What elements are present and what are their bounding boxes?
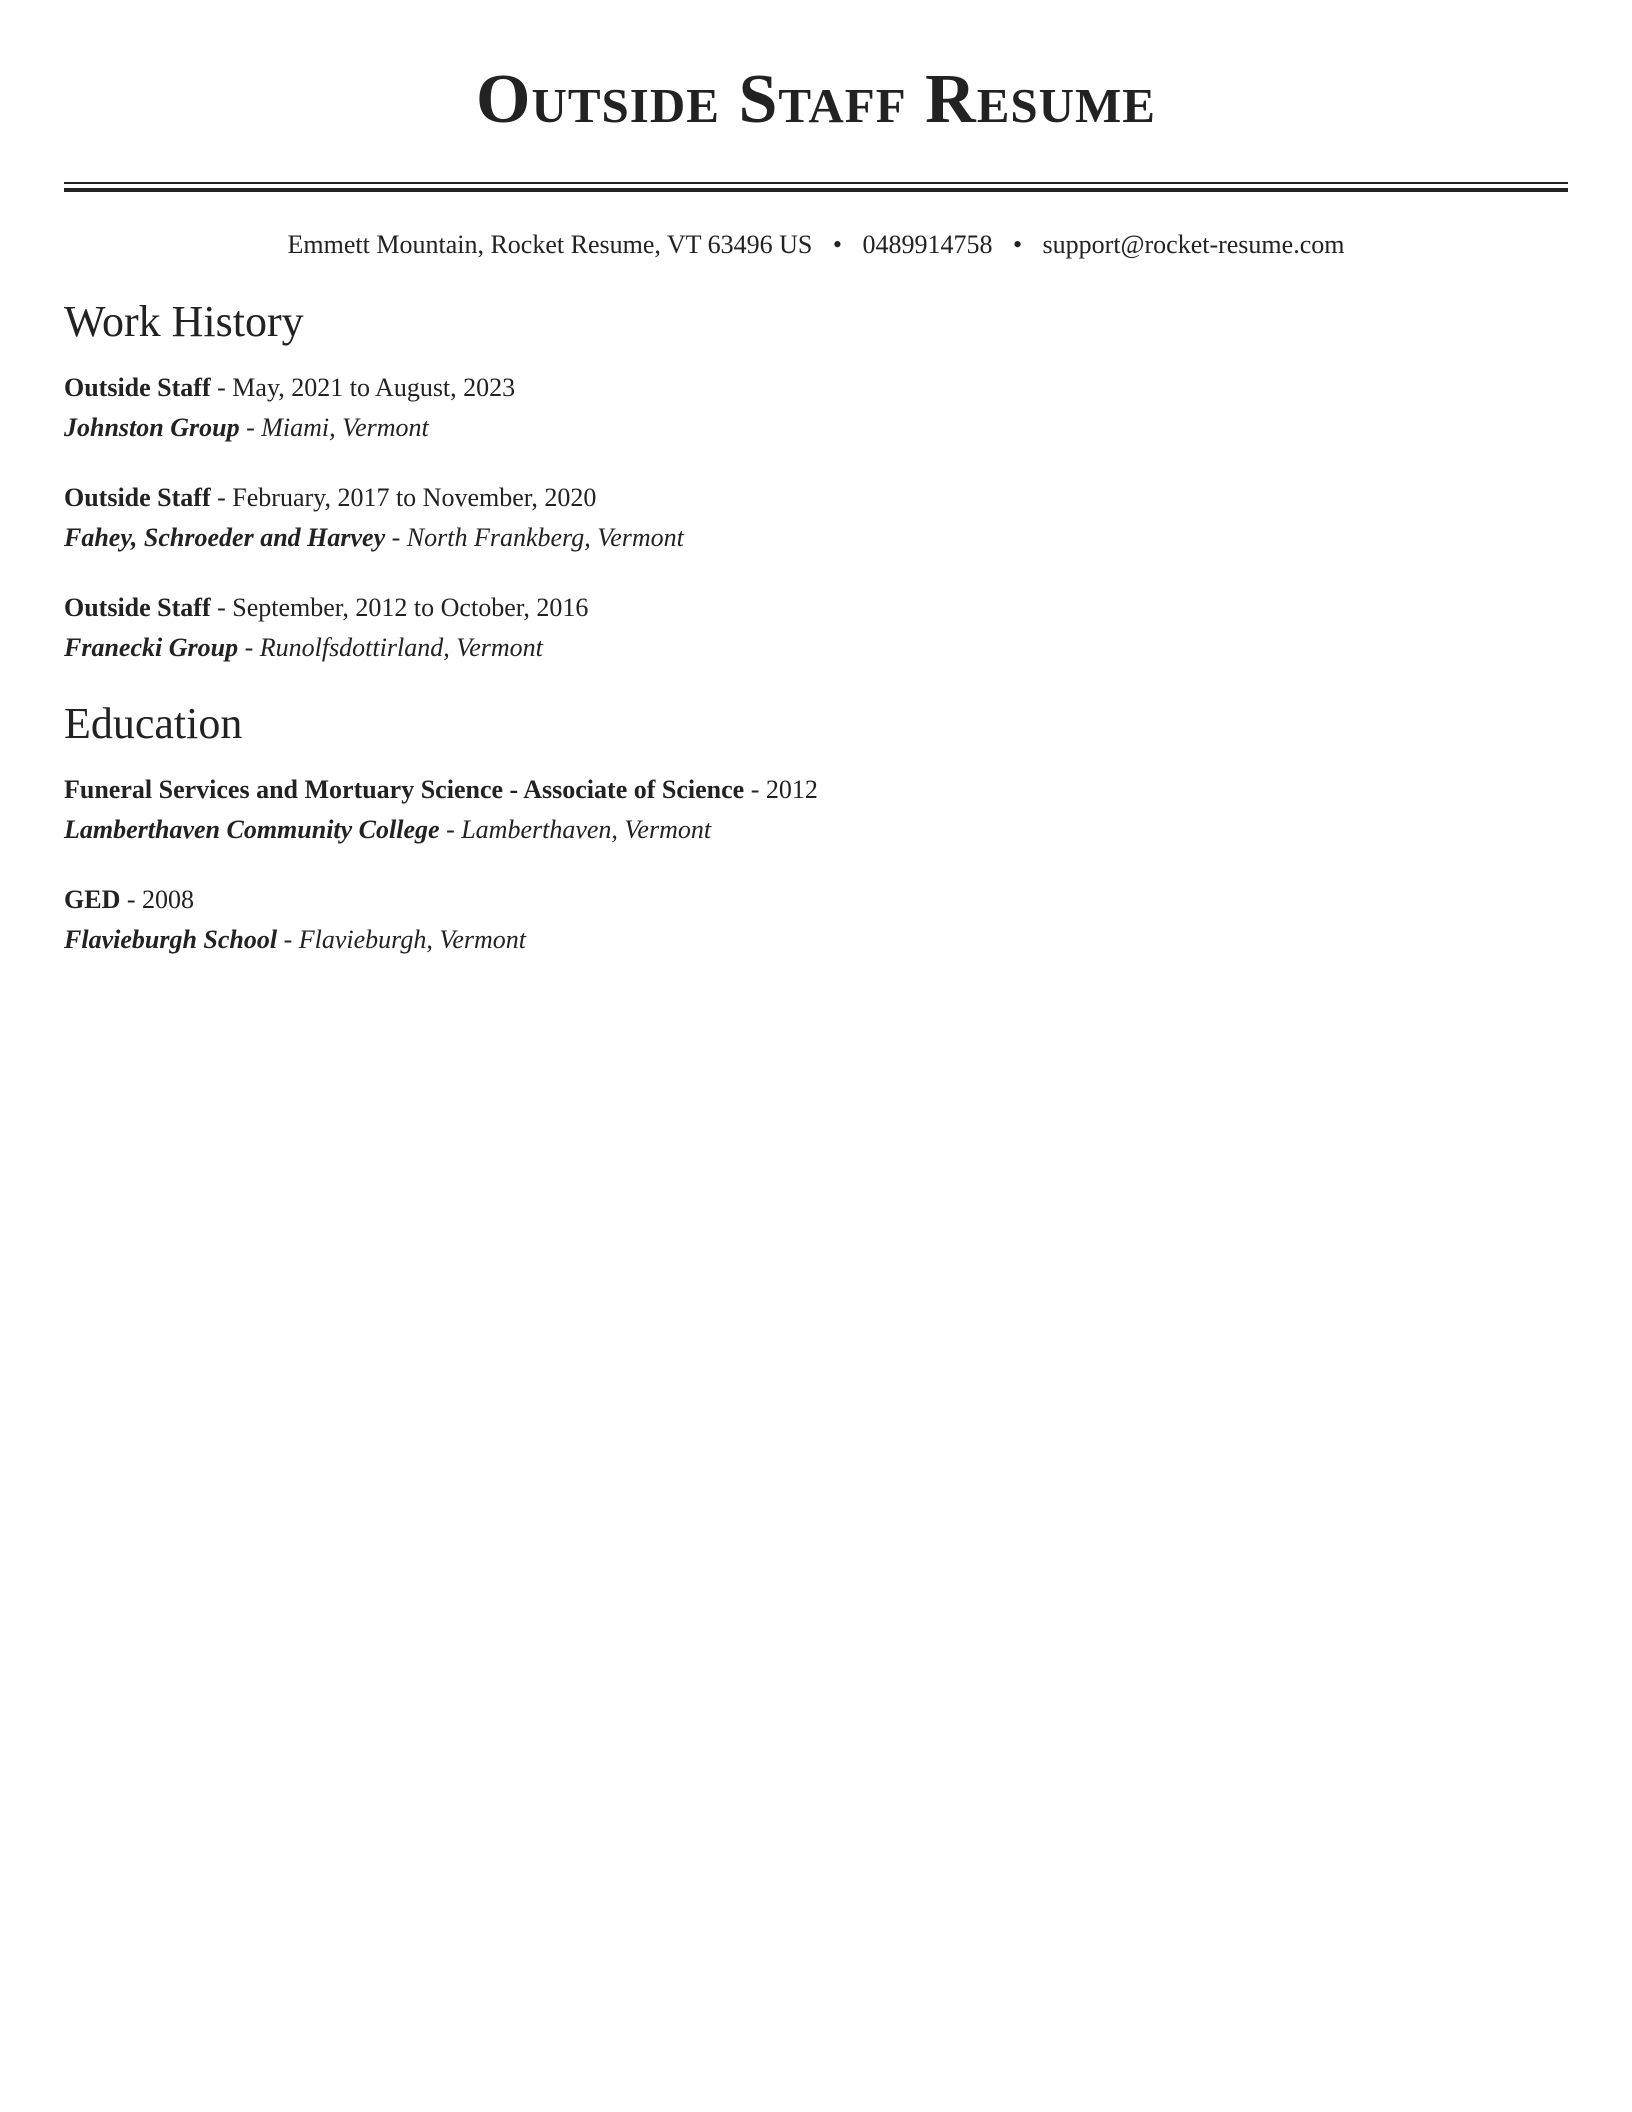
work-entry <box>64 478 1568 558</box>
education-location: - Lamberthaven, Vermont <box>446 815 712 844</box>
work-company: Franecki Group <box>64 633 239 662</box>
work-entry-role-line <box>64 588 1568 628</box>
education-year: - 2012 <box>750 775 818 804</box>
education-degree: Funeral Services and Mortuary Science - Associate of Science <box>64 775 745 804</box>
contact-separator: • <box>832 230 842 259</box>
work-entry-company-line <box>64 518 1568 558</box>
contact-phone: 0489914758 <box>862 230 993 259</box>
education-degree: GED <box>64 885 121 914</box>
work-company: Johnston Group <box>64 413 240 442</box>
work-location: - Miami, Vermont <box>246 413 429 442</box>
education-school: Lamberthaven Community College <box>64 815 440 844</box>
work-location: - Runolfsdottirland, Vermont <box>244 633 543 662</box>
education-entry <box>64 880 1568 960</box>
education-year: - 2008 <box>126 885 195 914</box>
work-dates: - February, 2017 to November, 2020 <box>217 483 597 512</box>
education-entry <box>64 770 1568 850</box>
work-location: - North Frankberg, Vermont <box>391 523 684 552</box>
education-entry-degree-line <box>64 880 1568 920</box>
education-heading: Education <box>64 699 243 748</box>
education-entry-school-line <box>64 920 1568 960</box>
work-dates: - September, 2012 to October, 2016 <box>217 593 589 622</box>
education-school: Flavieburgh School <box>64 925 278 954</box>
education-entry-school-line <box>64 810 1568 850</box>
work-entry <box>64 368 1568 448</box>
education-location: - Flavieburgh, Vermont <box>283 925 526 954</box>
contact-address: Emmett Mountain, Rocket Resume, VT 63496 US <box>287 230 813 259</box>
work-company: Fahey, Schroeder and Harvey <box>64 523 386 552</box>
work-role: Outside Staff <box>64 483 211 512</box>
resume-title: Outside Staff Resume <box>476 61 1156 138</box>
education-entry-degree-line <box>64 770 1568 810</box>
work-history-heading: Work History <box>64 297 304 346</box>
contact-line <box>64 228 1568 262</box>
work-role: Outside Staff <box>64 373 211 402</box>
contact-email: support@rocket-resume.com <box>1042 230 1345 259</box>
work-role: Outside Staff <box>64 593 211 622</box>
work-entry-role-line <box>64 368 1568 408</box>
work-entry-company-line <box>64 628 1568 668</box>
work-entry <box>64 588 1568 668</box>
contact-separator: • <box>1012 230 1023 259</box>
work-dates: - May, 2021 to August, 2023 <box>217 373 516 402</box>
work-entry-company-line <box>64 408 1568 448</box>
work-entry-role-line <box>64 478 1568 518</box>
title-double-rule <box>64 182 1568 192</box>
